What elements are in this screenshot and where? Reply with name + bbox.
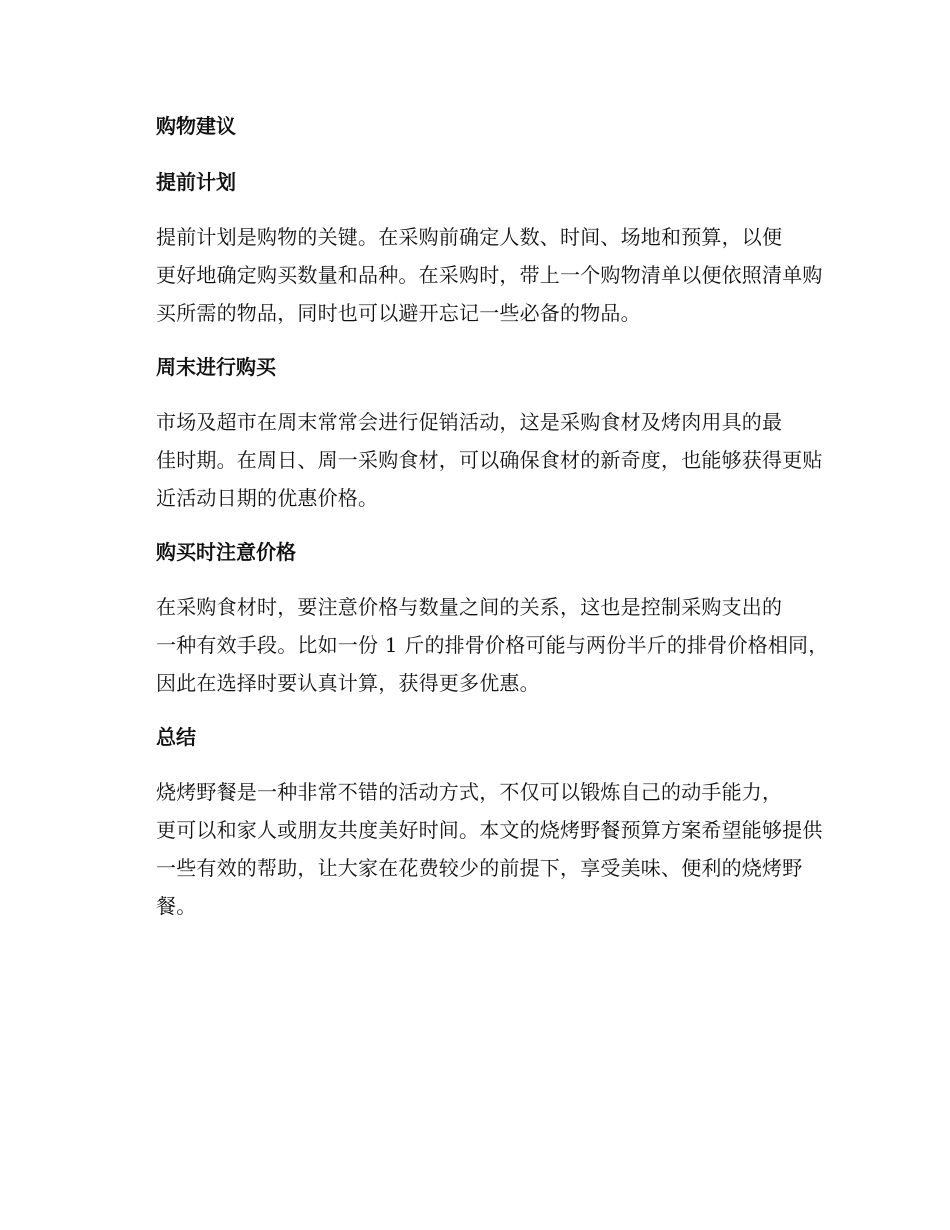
paragraph-plan-ahead [112, 218, 832, 332]
paragraph-line: 市场及超市在周末常常会进行促销活动，这是采购食材及烤肉用具的最 [156, 410, 783, 434]
paragraph-line: 更可以和家人或朋友共度美好时间。本文的烧烤野餐预算方案希望能够提供 [156, 818, 823, 842]
section-heading-weekend-shopping: 周末进行购买 [156, 355, 276, 379]
paragraph-summary [112, 773, 832, 925]
paragraph-line: 烧烤野餐是一种非常不错的活动方式，不仅可以锻炼自己的动手能力， [156, 780, 783, 804]
paragraph-line: 更好地确定购买数量和品种。在采购时，带上一个购物清单以便依照清单购 [156, 263, 823, 287]
paragraph-line: 买所需的物品，同时也可以避开忘记一些必备的物品。 [156, 301, 641, 325]
section-heading-summary: 总结 [156, 725, 196, 749]
paragraph-weekend-shopping [112, 403, 832, 517]
document-page [112, 106, 832, 940]
section-heading-price-attention: 购买时注意价格 [156, 540, 296, 564]
paragraph-line: 一些有效的帮助，让大家在花费较少的前提下，享受美味、便利的烧烤野 [156, 856, 803, 880]
section-heading-shopping-advice: 购物建议 [156, 114, 236, 138]
section-heading-plan-ahead: 提前计划 [156, 170, 236, 194]
paragraph-line: 提前计划是购物的关键。在采购前确定人数、时间、场地和预算，以便 [156, 225, 783, 249]
paragraph-line: 一种有效手段。比如一份 1 斤的排骨价格可能与两份半斤的排骨价格相同， [156, 633, 829, 657]
paragraph-line: 佳时期。在周日、周一采购食材，可以确保食材的新奇度，也能够获得更贴 [156, 448, 823, 472]
paragraph-line: 近活动日期的优惠价格。 [156, 486, 379, 510]
paragraph-line: 餐。 [156, 894, 197, 918]
paragraph-price-attention [112, 588, 832, 702]
paragraph-line: 因此在选择时要认真计算，获得更多优惠。 [156, 671, 540, 695]
paragraph-line: 在采购食材时，要注意价格与数量之间的关系，这也是控制采购支出的 [156, 595, 783, 619]
